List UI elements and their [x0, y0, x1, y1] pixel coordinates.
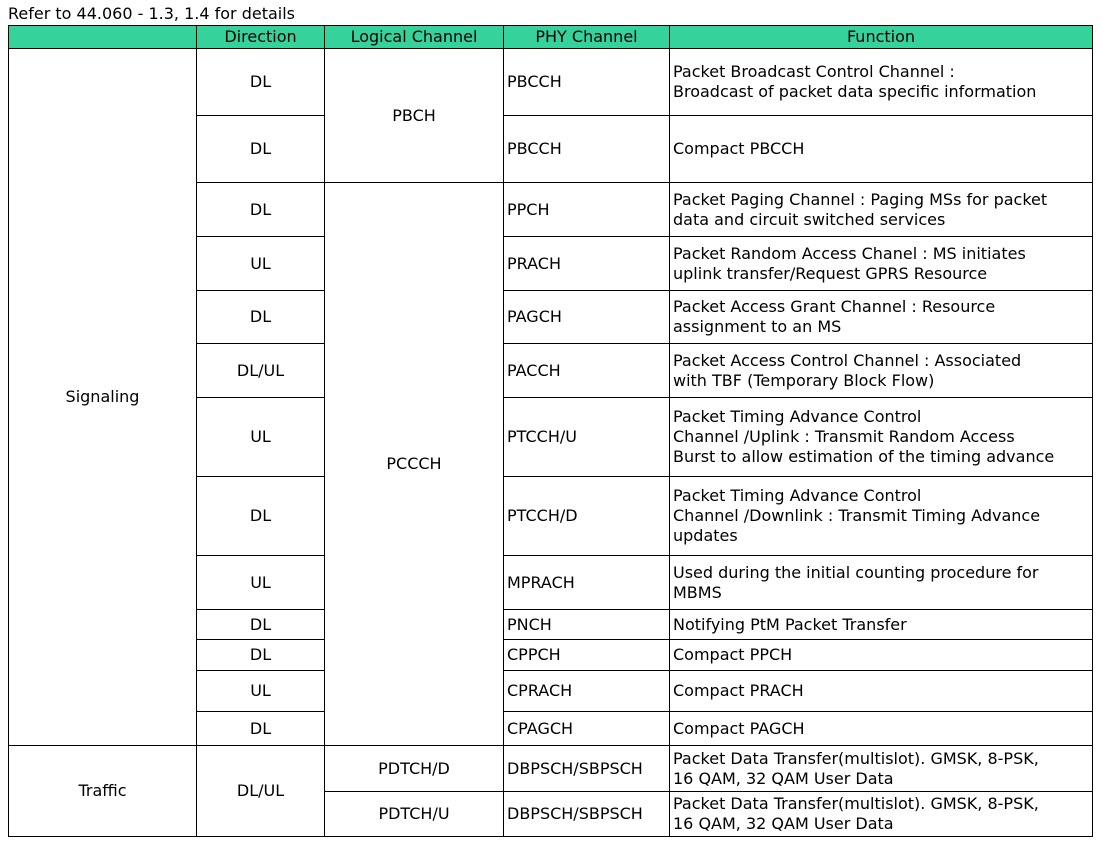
phy-channel-cell: DBPSCH/SBPSCH [504, 746, 670, 792]
phy-channel-cell: CPRACH [504, 671, 670, 712]
logical-channel-cell: PDTCH/U [325, 792, 504, 837]
function-line: Packet Access Grant Channel : Resource [673, 297, 996, 316]
function-line: Packet Data Transfer(multislot). GMSK, 8-PSK, [673, 748, 1039, 768]
phy-channel-cell: CPAGCH [504, 712, 670, 746]
direction-cell: DL [197, 116, 325, 183]
function-line: Compact PBCCH [673, 139, 805, 158]
direction-cell: DL/UL [197, 344, 325, 398]
direction-cell: DL [197, 291, 325, 344]
function-line: updates [673, 526, 738, 545]
group-traffic: Traffic [9, 746, 197, 837]
direction-cell: DL/UL [197, 746, 325, 837]
function-cell [670, 398, 1093, 477]
group-signaling: Signaling [9, 49, 197, 746]
function-line: 16 QAM, 32 QAM User Data [673, 814, 894, 833]
direction-cell: DL [197, 477, 325, 556]
header-function: Function [670, 26, 1093, 49]
function-cell [670, 671, 1093, 712]
function-line: Channel /Downlink : Transmit Timing Advance [673, 506, 1041, 525]
header-phy-channel: PHY Channel [504, 26, 670, 49]
function-line: Notifying PtM Packet Transfer [673, 614, 907, 634]
function-cell [670, 610, 1093, 640]
function-line: Channel /Uplink : Transmit Random Access [673, 427, 1015, 446]
function-cell [670, 344, 1093, 398]
function-line: Burst to allow estimation of the timing advance [673, 447, 1055, 466]
function-line: Packet Paging Channel : Paging MSs for packet [673, 189, 1048, 209]
reference-note: Refer to 44.060 - 1.3, 1.4 for details [8, 4, 295, 23]
function-cell [670, 792, 1093, 837]
phy-channel-cell: PBCCH [504, 116, 670, 183]
direction-cell: DL [197, 183, 325, 237]
function-cell [670, 291, 1093, 344]
logical-channel-cell: PDTCH/D [325, 746, 504, 792]
table-row [9, 49, 1093, 116]
phy-channel-cell: PTCCH/U [504, 398, 670, 477]
phy-channel-cell: DBPSCH/SBPSCH [504, 792, 670, 837]
logical-channel-cell: PBCH [325, 49, 504, 183]
direction-cell: UL [197, 237, 325, 291]
direction-cell: DL [197, 640, 325, 671]
function-line: Packet Data Transfer(multislot). GMSK, 8-PSK, [673, 794, 1039, 813]
function-cell [670, 237, 1093, 291]
function-cell [670, 556, 1093, 610]
direction-cell: UL [197, 671, 325, 712]
phy-channel-cell: PACCH [504, 344, 670, 398]
function-line: Used during the initial counting procedure for [673, 562, 1039, 582]
phy-channel-cell: PBCCH [504, 49, 670, 116]
function-line: Compact PPCH [673, 645, 793, 664]
header-direction: Direction [197, 26, 325, 49]
phy-channel-cell: PRACH [504, 237, 670, 291]
phy-channel-cell: PAGCH [504, 291, 670, 344]
phy-channel-cell: PPCH [504, 183, 670, 237]
channel-table [8, 25, 1093, 837]
function-line: Compact PAGCH [673, 718, 805, 738]
function-cell [670, 49, 1093, 116]
table-row [9, 746, 1093, 792]
function-line: Packet Timing Advance Control [673, 407, 922, 426]
phy-channel-cell: PTCCH/D [504, 477, 670, 556]
function-line: 16 QAM, 32 QAM User Data [673, 768, 894, 788]
direction-cell: UL [197, 556, 325, 610]
header-category [9, 26, 197, 49]
phy-channel-cell: CPPCH [504, 640, 670, 671]
function-line: uplink transfer/Request GPRS Resource [673, 263, 988, 283]
function-cell [670, 116, 1093, 183]
phy-channel-cell: PNCH [504, 610, 670, 640]
header-row [9, 26, 1093, 49]
function-line: Packet Broadcast Control Channel : [673, 62, 955, 81]
function-line: Broadcast of packet data specific information [673, 82, 1037, 101]
function-cell [670, 477, 1093, 556]
function-line: assignment to an MS [673, 317, 842, 336]
phy-channel-cell: MPRACH [504, 556, 670, 610]
function-line: MBMS [673, 582, 722, 602]
function-line: Packet Timing Advance Control [673, 486, 922, 505]
function-cell [670, 712, 1093, 746]
header-logical-channel: Logical Channel [325, 26, 504, 49]
logical-channel-cell: PCCCH [325, 183, 504, 746]
function-line: Packet Access Control Channel : Associated [673, 350, 1022, 370]
direction-cell: DL [197, 49, 325, 116]
function-cell [670, 746, 1093, 792]
function-cell [670, 640, 1093, 671]
function-line: Packet Random Access Chanel : MS initiates [673, 243, 1026, 263]
function-cell [670, 183, 1093, 237]
function-line: with TBF (Temporary Block Flow) [673, 370, 935, 390]
direction-cell: UL [197, 398, 325, 477]
function-line: data and circuit switched services [673, 209, 946, 229]
function-line: Compact PRACH [673, 681, 804, 700]
direction-cell: DL [197, 712, 325, 746]
direction-cell: DL [197, 610, 325, 640]
